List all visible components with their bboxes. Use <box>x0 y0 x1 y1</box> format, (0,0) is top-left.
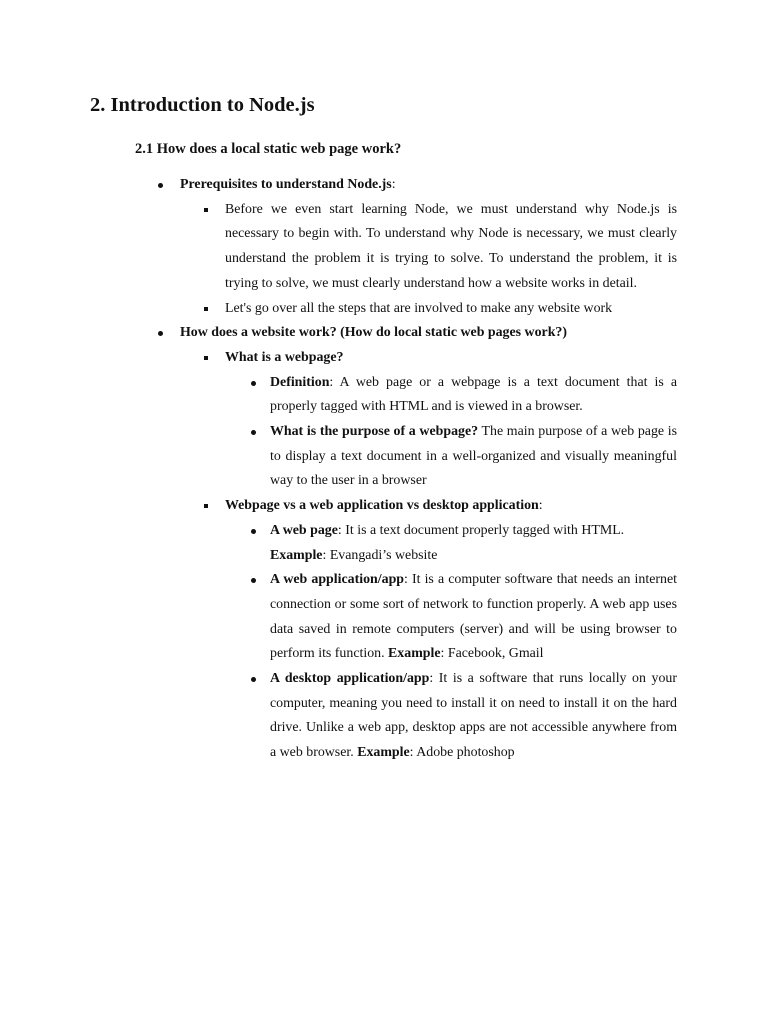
web-app-text <box>270 568 677 667</box>
web-page-body: : It is a text document properly tagged with HTML. <box>337 522 625 538</box>
list-item-what-is-webpage <box>180 346 677 494</box>
desktop-app-body: : It is a software that runs locally on your computer, meaning you need to install it on need to install it on the hard drive. Unlike a web app, desktop apps are not accessible anywhere from a web browser. <box>270 671 677 761</box>
square-bullet-icon <box>204 307 208 311</box>
prereq-title: Prerequisites to understand Node.js <box>180 177 392 192</box>
disc-bullet-icon <box>158 331 163 336</box>
list-item-web-page <box>225 519 677 568</box>
square-bullet-icon <box>204 356 208 360</box>
website-title: How does a website work? (How do local static web pages work?) <box>180 325 567 341</box>
website-sublist <box>0 346 677 766</box>
web-app-example-text: : Facebook, Gmail <box>440 646 544 662</box>
list-item-website-work <box>0 321 677 766</box>
prereq-suffix: : <box>391 177 396 192</box>
purpose-body: The main purpose of a web page is to display a text document in a well-organized and visually meaningful way to the user in a browser <box>270 424 678 489</box>
web-page-example-text: : Evangadi’s website <box>322 547 438 563</box>
comparison-sublist <box>225 519 677 766</box>
disc-bullet-icon <box>251 578 256 583</box>
prereq-sublist <box>0 198 677 322</box>
compare-title: Webpage vs a web application vs desktop application <box>225 498 539 514</box>
disc-bullet-icon <box>251 677 256 682</box>
list-item-text <box>180 173 677 198</box>
list-item-prereq-2 <box>180 297 677 322</box>
list-item-text <box>225 494 677 519</box>
disc-bullet-icon <box>251 529 256 534</box>
list-item-purpose <box>225 420 677 494</box>
disc-bullet-icon <box>158 183 163 188</box>
list-item-web-app <box>225 568 677 667</box>
document-body <box>0 173 768 766</box>
web-page-label: A web page <box>270 522 338 538</box>
compare-suffix: : <box>538 498 543 514</box>
list-item-desktop-app <box>225 667 677 766</box>
web-app-example-label: Example <box>388 646 441 662</box>
definition-text <box>270 371 677 420</box>
disc-bullet-icon <box>251 381 256 386</box>
prereq-paragraph-2: Let's go over all the steps that are involved to make any website work <box>225 300 613 316</box>
web-app-body: : It is a computer software that needs an internet connection or some sort of network to function properly. A web app uses data saved in remote computers (server) and will be using browser to perform its function. <box>270 572 677 662</box>
web-app-label: A web application/app <box>270 572 405 588</box>
webpage-title: What is a webpage? <box>225 349 344 365</box>
top-level-list <box>0 173 768 766</box>
list-item-text <box>180 321 677 346</box>
webpage-sublist <box>225 371 677 495</box>
purpose-label: What is the purpose of a webpage? <box>270 424 479 440</box>
web-page-example-label: Example <box>270 547 323 563</box>
definition-body: : A web page or a webpage is a text document that is a properly tagged with HTML and is viewed in a browser. <box>270 374 677 415</box>
page-title: 2. Introduction to Node.js <box>90 94 315 116</box>
desktop-app-example-text: : Adobe photoshop <box>409 745 515 761</box>
square-bullet-icon <box>204 504 208 508</box>
prereq-paragraph-1: Before we even start learning Node, we must understand why Node.js is necessary to begin with. To understand why Node is necessary, we must clearly understand the problem it is trying to solve. To understand the problem, it is trying to solve, we must clearly understand how a website works in detail. <box>225 201 677 291</box>
square-bullet-icon <box>204 208 208 212</box>
purpose-text <box>270 420 677 494</box>
list-item-comparison <box>180 494 677 766</box>
list-item-text <box>225 346 677 371</box>
section-subtitle: 2.1 How does a local static web page work? <box>135 141 402 157</box>
definition-label: Definition <box>270 374 330 390</box>
list-item-prereq-1 <box>180 198 677 297</box>
desktop-app-text <box>270 667 677 766</box>
list-item-definition <box>225 371 677 420</box>
list-item-prerequisites <box>0 173 677 321</box>
disc-bullet-icon <box>251 430 256 435</box>
desktop-app-example-label: Example <box>357 745 410 761</box>
web-page-text <box>270 519 677 568</box>
desktop-app-label: A desktop application/app <box>270 671 430 687</box>
